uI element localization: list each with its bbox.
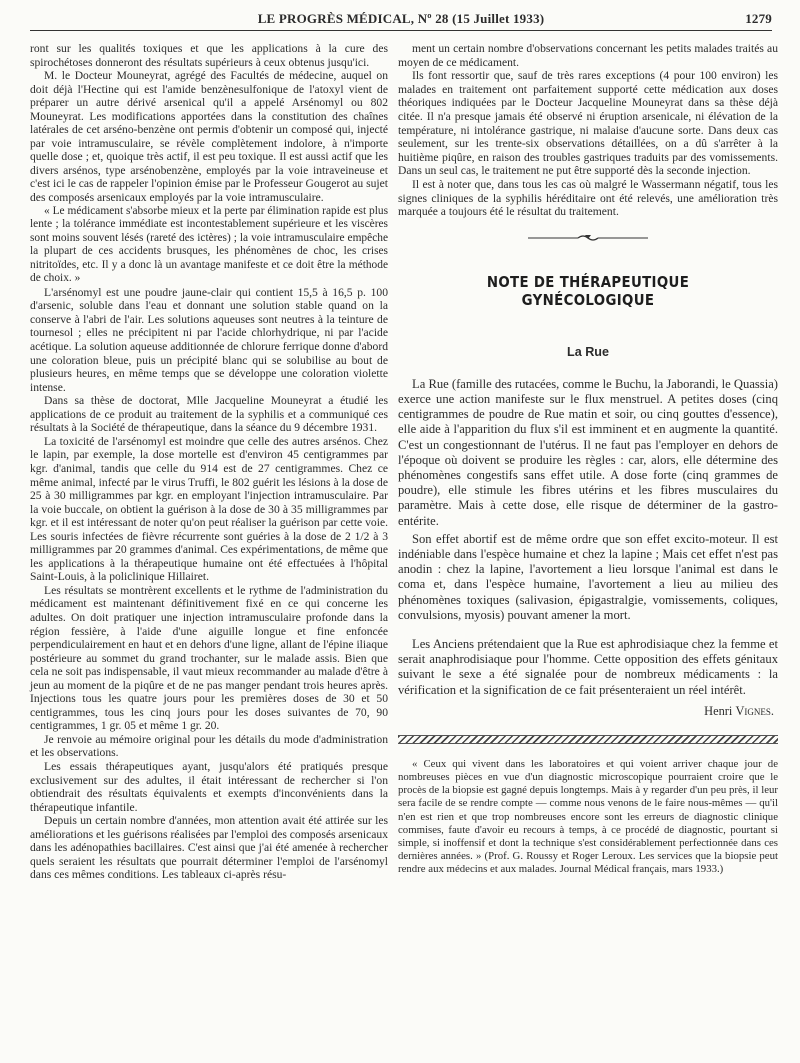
article-body — [398, 377, 778, 698]
left-column — [30, 42, 388, 882]
paragraph: Les essais thérapeutiques ayant, jusqu'alors été pratiqués presque exclusivement sur des adultes, il était intéressant de rechercher si l'on obtiendrait des résultats équivalents et exempts d'inconvénients dans la thérapeutique infantile. — [30, 759, 388, 814]
quoted-paragraph: « Le médicament s'absorbe mieux et la perte par élimination rapide est plus lente ; la tolérance immédiate est incontestablement supérieure et les viscères sont moins souvent lésés (rareté des ictères) ; la voie intramusculaire empêche la plupart de ces accidents brusques, les phénomènes de choc, les crises nitritoïdes, etc. Il y a donc là un avantage manifeste et ce doit être la méthode de choix. » — [30, 204, 388, 285]
paragraph: ront sur les qualités toxiques et que les applications à la cure des spirochétoses donneront des résultats supérieurs à ceux obtenus jusqu'ici. — [30, 42, 388, 69]
paragraph: Depuis un certain nombre d'années, mon attention avait été attirée sur les améliorations et les guérisons réalisées par l'emploi des composés arsenicaux dans les adénopathies bacillaires. C'est ainsi que j'ai été amenée à rechercher quels seraient les résultats que pourrait déterminer l'emploi de l'arsénomyl dans ces mêmes conditions. Les tableaux ci-après résu- — [30, 814, 388, 882]
author-last-name: Vignes. — [735, 703, 774, 718]
quote-text: « Ceux qui vivent dans les laboratoires et qui voient arriver chaque jour de nombreuses pièces en vue d'un diagnostic microscopique pourraient croire que le procès de la biopsie est gagné depuis longtemps. Mais à y regarder d'un peu près, il leur sera facile de se rendre compte — comme nous venons de le faire nous-mêmes — qu'il n'en est rien et que trop nombreuses encore sont les erreurs de diagnostic clinique commises, faute d'avoir eu recours à temps, à ce procédé de diagnostic, pourtant si simple, si inoffensif et dont la technique s'est considérablement perfectionnée dans ces dernières années. » (Prof. G. Roussy et Roger Leroux. Les services que la biopsie peut rendre aux médecins et aux malades. Journal Médical français, mars 1933.) — [398, 757, 778, 876]
right-column — [398, 42, 778, 877]
paragraph: Les Anciens prétendaient que la Rue est aphrodisiaque chez la femme et serait anaphrodisiaque pour l'homme. Cette opposition des effets génitaux suivant le sexe a été signalée pour de nombreux médicaments : la vérification et la signification de ce fait présenteraient un réel intérêt. — [398, 636, 778, 697]
paragraph: La Rue (famille des rutacées, comme le Buchu, la Jaborandi, le Quassia) exerce une action manifeste sur le flux menstruel. A petites doses (cinq centigrammes de poudre de Rue matin et soir, ou cinq gouttes d'essence), elle aide à l'apparition du flux s'il est imminent et en augmente la quantité. C'est un congestionnant de l'utérus. Il ne faut pas l'employer en dehors de l'époque où doivent se produire les règles : car, alors, elle détermine des phénomènes congestifs sans effet utile. A dose forte (cinq grammes de poudre), elle stimule les fibres utérins et les fibres musculaires du paramètre. Mais à cette dose, elle risque de déterminer de la gastro-entérite. — [398, 376, 778, 528]
paragraph: Les résultats se montrèrent excellents et le rythme de l'administration du médicament est maintenant définitivement fixé en ce qui concerne les adultes. On doit pratiquer une injection intramusculaire profonde dans la région fessière, à l'aide d'une aiguille longue et fine enfoncée perpendiculairement en haut et en dehors d'une ligne, allant de l'épine iliaque postérieure au sommet du grand trochanter, sur le malade assis. Bien que cela ne soit pas indispensable, il vaut mieux recommander au malade d'être à jeun au moment de la piqûre et de ne pas manger pendant trois heures après. Injections tous les quatre jours pour les premières doses de 30 et 50 centigrammes, tous les cinq jours pour les doses suivantes de 70, 90 centigrammes, 1 gr. 05 et même 1 gr. 20. — [30, 583, 388, 733]
paragraph: L'arsénomyl est une poudre jaune-clair qui contient 15,5 à 16,5 p. 100 d'arsenic, soluble dans l'eau et donnant une solution stable quand on la conserve à l'abri de l'air. Les solutions aqueuses sont neutres à la teinture de tournesol ; elles ne précipitent ni par l'acide chlorhydrique, ni par l'acide acétique. La solution aqueuse additionnée de chlorure ferrique donne d'abord une coloration bleue, puis un précipité blanc qui se solubilise au bout de plusieurs heures, en même temps que se développe une coloration violette intense. — [30, 285, 388, 394]
paragraph: Son effet abortif est de même ordre que son effet excito-moteur. Il est indéniable dans l'espèce humaine et chez la lapine ; Mais cet effet n'est pas anodin : chez la lapine, l'avortement a lieu lorsque l'animal est dans le coma et, dans l'espèce humaine, l'avortement a lieu au milieu des phénomènes toxiques (salivasion, épigastralgie, vomissements, coliques, convulsions, myosis) pouvant amener la mort. — [398, 531, 778, 622]
author-first-name: Henri — [704, 703, 733, 718]
decorative-divider — [398, 735, 778, 744]
page-number: 1279 — [745, 11, 772, 26]
page-header — [30, 8, 772, 31]
article-title: La Rue — [567, 344, 609, 359]
section-title: NOTE DE THÉRAPEUTIQUE GYNÉCOLOGIQUE — [486, 272, 690, 309]
running-title: LE PROGRÈS MÉDICAL, Nº 28 (15 Juillet 1933) — [257, 11, 545, 26]
paragraph: ment un certain nombre d'observations concernant les petits malades traités au moyen de ce médicament. — [398, 42, 778, 69]
ornament-divider-icon — [528, 233, 648, 243]
paragraph: Ils font ressortir que, sauf de très rares exceptions (4 pour 100 environ) les malades en traitement ont parfaitement supporté cette médication aux doses théoriques indiquées par le Docteur Jacqueline Mouneyrat dans sa thèse déjà citée. Il n'a presque jamais été observé ni éruption arsenicale, ni élévation de la température, ni intolérance gastrique, ni malaise d'aucune sorte. Dans deux cas seulement, sur les trente-six observations détaillées, on a dû s'arrêter à la huitième piqûre, en raison des troubles gastriques traduits par des vomissements. Dans un seul cas, le traitement ne put être supporté dès la seconde injection. — [398, 69, 778, 178]
paragraph: La toxicité de l'arsénomyl est moindre que celle des autres arsénos. Chez le lapin, par exemple, la dose mortelle est d'environ 45 centigrammes par kgr. d'animal, tandis que celle du 914 est de 27 centigrammes. Chez ce même animal, infecté par le virus Truffi, le 802 guérit les lésions à la dose de 25 à 30 milligrammes par kgr. en employant l'injection intramusculaire. Par la voie buccale, on obtient la guérison à la dose de 30 à 35 milligrammes par kgr. et il est intéressant de noter qu'on peut réaliser la guérison par cette voie. Les souris infectées de fièvre récurrente sont guéries à la dose de 2 1/2 à 3 milligrammes par 20 grammes d'animal. Ces expérimentations, de même que les applications à la thérapeutique humaine ont été effectuées à l'hôpital Saint-Louis, à la policlinique Hillairet. — [30, 434, 388, 584]
author-signature — [398, 704, 774, 719]
paragraph: Dans sa thèse de doctorat, Mlle Jacqueline Mouneyrat a étudié les applications de ce produit au traitement de la syphilis et a communiqué ces résultats à la Société de thérapeutique, dans la séance du 9 décembre 1931. — [30, 394, 388, 435]
paragraph: Je renvoie au mémoire original pour les détails du mode d'administration et les observations. — [30, 732, 388, 760]
paragraph: M. le Docteur Mouneyrat, agrégé des Facultés de médecine, auquel on doit déjà l'Hectine qui est l'amide benzènesulfonique de l'atoxyl vient de préparer un autre dérivé arsenical qu'il a appelé Arsénomyl ou 802 Mouneyrat. Les modifications apportées dans la constitution des chaînes latérales de cet arséno-benzène ont permis d'obtenir un composé qui, injecté par voie intramusculaire, se révèle complètement indolore, à n'importe quelle dose ; et, quoique très actif, il est peu toxique. Il est aussi actif que les divers arsénos, type arsénobenzène, employés par la voie intraveineuse et c'est ici le cas de rappeler l'opinion émise par le Professeur Gougerot au sujet des composés arsenicaux employés par la voie intramusculaire. — [30, 69, 388, 205]
quote-box — [398, 758, 778, 877]
paragraph: Il est à noter que, dans tous les cas où malgré le Wassermann négatif, tous les signes cliniques de la syphilis héréditaire ont été relevés, une amélioration très marquée a toujours été le résultat du traitement. — [398, 177, 778, 219]
